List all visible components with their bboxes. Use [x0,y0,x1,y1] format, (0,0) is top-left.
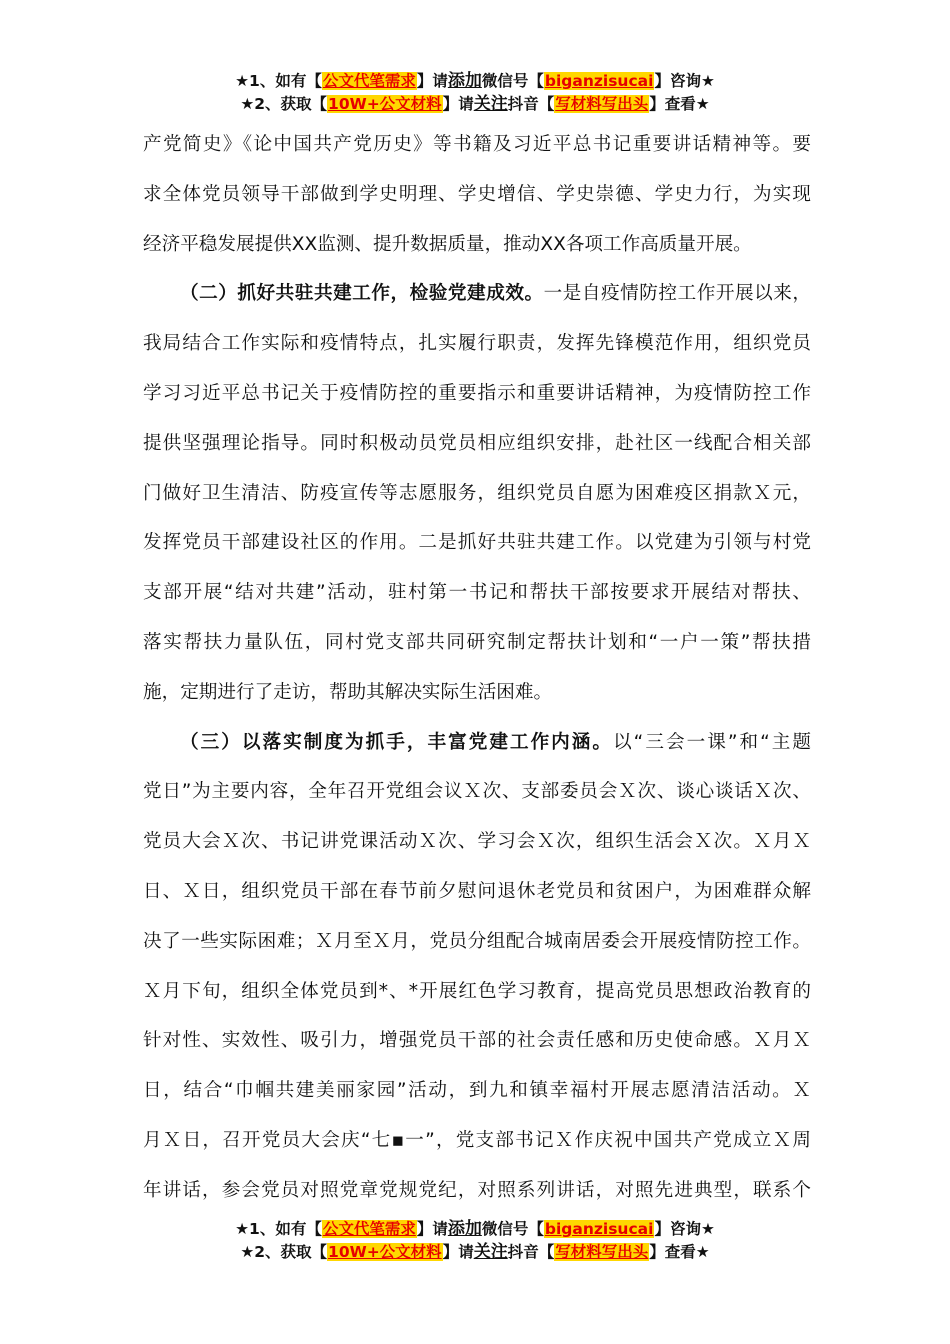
body-line: 月Ｘ日，召开党员大会庆“七▪一”，党支部书记Ｘ作庆祝中国共产党成立Ｘ周 [143,1129,811,1151]
section-two-first-line [143,269,811,319]
footer-banner [0,1218,950,1264]
banner-text: 微信号【 [481,1220,544,1238]
banner-text: 】咨询★ [654,1220,715,1238]
banner-text: 】查看★ [649,95,710,113]
body-line: 党员大会Ｘ次、书记讲党课活动Ｘ次、学习会Ｘ次，组织生活会Ｘ次。Ｘ月Ｘ [143,831,811,853]
highlight-douyin: 写材料写出头 [555,95,649,113]
banner-text: 】请 [416,1220,448,1238]
banner-emphasis: 添加 [447,1219,482,1239]
banner-text: ★1、如有【 [235,1220,322,1238]
banner-line-2 [0,93,950,116]
banner-text: ★2、获取【 [240,95,328,113]
body-line: 日、Ｘ日，组织党员干部在春节前夕慰问退休老党员和贫困户，为困难群众解 [143,880,811,902]
highlight-wechat-id: biganzisucai [544,72,654,90]
section-three-first-line [143,718,811,768]
body-line: 发挥党员干部建设社区的作用。二是抓好共驻共建工作。以党建为引领与村党 [143,532,811,554]
body-line: 决了一些实际困难；Ｘ月至Ｘ月，党员分组配合城南居委会开展疫情防控工作。 [143,930,811,952]
banner-text: 微信号【 [481,72,544,90]
body-text: 以“三会一课”和“主题 [613,731,811,753]
body-line: 落实帮扶力量队伍，同村党支部共同研究制定帮扶计划和“一户一策”帮扶措 [143,631,811,653]
body-line: 求全体党员领导干部做到学史明理、学史增信、学史崇德、学史力行，为实现 [143,183,811,205]
banner-text: 】查看★ [649,1243,710,1261]
body-line: 学习习近平总书记关于疫情防控的重要指示和重要讲话精神，为疫情防控工作 [143,382,811,404]
banner-text: ★1、如有【 [235,72,322,90]
section-heading-three: （三）以落实制度为抓手，丰富党建工作内涵。 [180,731,614,753]
body-line: 施，定期进行了走访，帮助其解决实际生活困难。 [143,681,553,703]
body-line: Ｘ月下旬，组织全体党员到*、*开展红色学习教育，提高党员思想政治教育的 [143,980,811,1002]
body-line: 支部开展“结对共建”活动，驻村第一书记和帮扶干部按要求开展结对帮扶、 [143,582,811,604]
document-body [143,120,811,1216]
highlight-douyin: 写材料写出头 [555,1243,649,1261]
highlight-materials: 10W+公文材料 [328,95,442,113]
highlight-materials: 10W+公文材料 [328,1243,442,1261]
banner-text: 】咨询★ [654,72,715,90]
banner-line-2 [0,1241,950,1264]
banner-text: 】请 [416,72,448,90]
highlight-service: 公文代笔需求 [322,1220,416,1238]
body-line: 门做好卫生清洁、防疫宣传等志愿服务，组织党员自愿为困难疫区捐款Ｘ元， [143,482,811,504]
header-banner [0,70,950,116]
highlight-service: 公文代笔需求 [322,72,416,90]
body-line: 针对性、实效性、吸引力，增强党员干部的社会责任感和历史使命感。Ｘ月Ｘ [143,1030,811,1052]
banner-text: 抖音【 [507,1243,555,1261]
body-line: 日，结合“巾帼共建美丽家园”活动，到九和镇幸福村开展志愿清洁活动。Ｘ [143,1080,811,1102]
body-line: 提供坚强理论指导。同时积极动员党员相应组织安排，赴社区一线配合相关部 [143,432,811,454]
body-line: 党日”为主要内容，全年召开党组会议Ｘ次、支部委员会Ｘ次、谈心谈话Ｘ次、 [143,781,811,803]
banner-emphasis: 关注 [473,1242,508,1262]
banner-text: 】请 [442,95,474,113]
body-line: 年讲话，参会党员对照党章党规党纪，对照系列讲话，对照先进典型，联系个 [143,1179,811,1201]
body-line: 经济平稳发展提供XX监测、提升数据质量，推动XX各项工作高质量开展。 [143,233,752,255]
banner-line-1 [0,70,950,93]
banner-text: 】请 [442,1243,474,1261]
banner-text: 抖音【 [507,95,555,113]
body-line: 我局结合工作实际和疫情特点，扎实履行职责，发挥先锋模范作用，组织党员 [143,333,811,355]
body-line: 产党简史》《论中国共产党历史》等书籍及习近平总书记重要讲话精神等。要 [143,134,811,155]
body-text: 一是自疫情防控工作开展以来， [543,283,811,305]
banner-text: ★2、获取【 [240,1243,328,1261]
banner-emphasis: 关注 [473,94,508,114]
section-heading-two: （二）抓好共驻共建工作，检验党建成效。 [180,283,544,305]
banner-line-1 [0,1218,950,1241]
banner-emphasis: 添加 [447,71,482,91]
highlight-wechat-id: biganzisucai [544,1220,654,1238]
